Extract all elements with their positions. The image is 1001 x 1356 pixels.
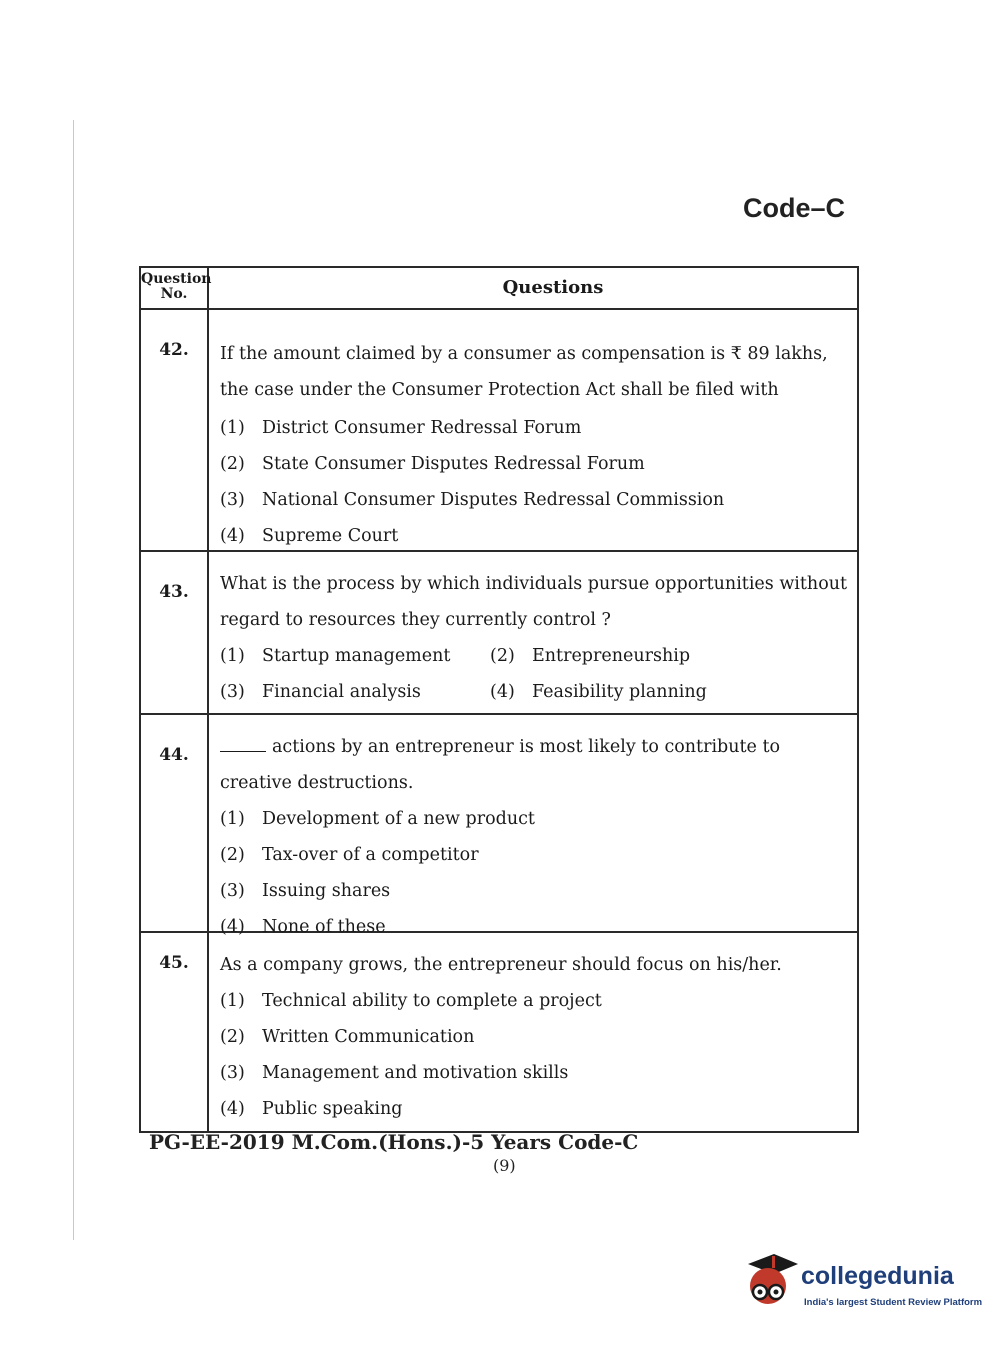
page-margin-line [73, 120, 74, 1240]
option: (2) State Consumer Disputes Redressal Forum [220, 454, 645, 474]
option: (1) Startup management [220, 646, 451, 666]
logo-tagline: India's largest Student Review Platform [804, 1297, 983, 1308]
question-row [141, 933, 857, 1131]
option-grid [220, 638, 849, 710]
option: (2) Tax-over of a competitor [220, 845, 479, 865]
option: (3) National Consumer Disputes Redressal Commission [220, 490, 725, 510]
option: (4) Supreme Court [220, 526, 399, 546]
question-text: If the amount claimed by a consumer as compensation is ₹ 89 lakhs, the case under the Consumer Protection Act shall be filed with [220, 344, 828, 400]
option: (4) Feasibility planning [490, 682, 707, 702]
option: (2) Entrepreneurship [490, 646, 691, 666]
option: (2) Written Communication [220, 1027, 475, 1047]
code-heading: Code–C [742, 193, 845, 223]
question-body [209, 715, 857, 937]
question-row [141, 552, 857, 715]
option: (4) None of these [220, 917, 386, 937]
questions-header: Questions [502, 277, 604, 298]
question-body [209, 310, 857, 550]
option: (3) Management and motivation skills [220, 1063, 569, 1083]
option: (1) District Consumer Redressal Forum [220, 418, 582, 438]
exam-footer: PG-EE-2019 M.Com.(Hons.)-5 Years Code-C [149, 1130, 639, 1154]
page-number: (9) [493, 1156, 516, 1175]
question-table [139, 266, 859, 1133]
question-row [141, 715, 857, 937]
question-text: actions by an entrepreneur is most likely to contribute to creative destructions. [220, 737, 781, 793]
question-body [209, 552, 857, 713]
answer-blank [220, 735, 266, 752]
question-row [141, 310, 857, 552]
question-no-header: Question No. [141, 268, 209, 308]
logo-name: collegedunia [801, 1262, 954, 1290]
option: (1) Technical ability to complete a project [220, 991, 602, 1011]
question-text: What is the process by which individuals pursue opportunities without regard to resources they currently control ? [220, 574, 848, 630]
mascot-icon [744, 1250, 800, 1314]
table-header [141, 268, 857, 310]
question-text: As a company grows, the entrepreneur should focus on his/her. [220, 955, 782, 975]
question-number: 44. [141, 715, 209, 931]
question-body [209, 933, 857, 1131]
question-number: 43. [141, 552, 209, 713]
collegedunia-logo [744, 1250, 983, 1320]
option: (3) Financial analysis [220, 682, 421, 702]
option: (3) Issuing shares [220, 881, 391, 901]
option: (1) Development of a new product [220, 809, 535, 829]
option: (4) Public speaking [220, 1099, 403, 1119]
question-number: 42. [141, 310, 209, 550]
question-number: 45. [141, 933, 209, 1131]
